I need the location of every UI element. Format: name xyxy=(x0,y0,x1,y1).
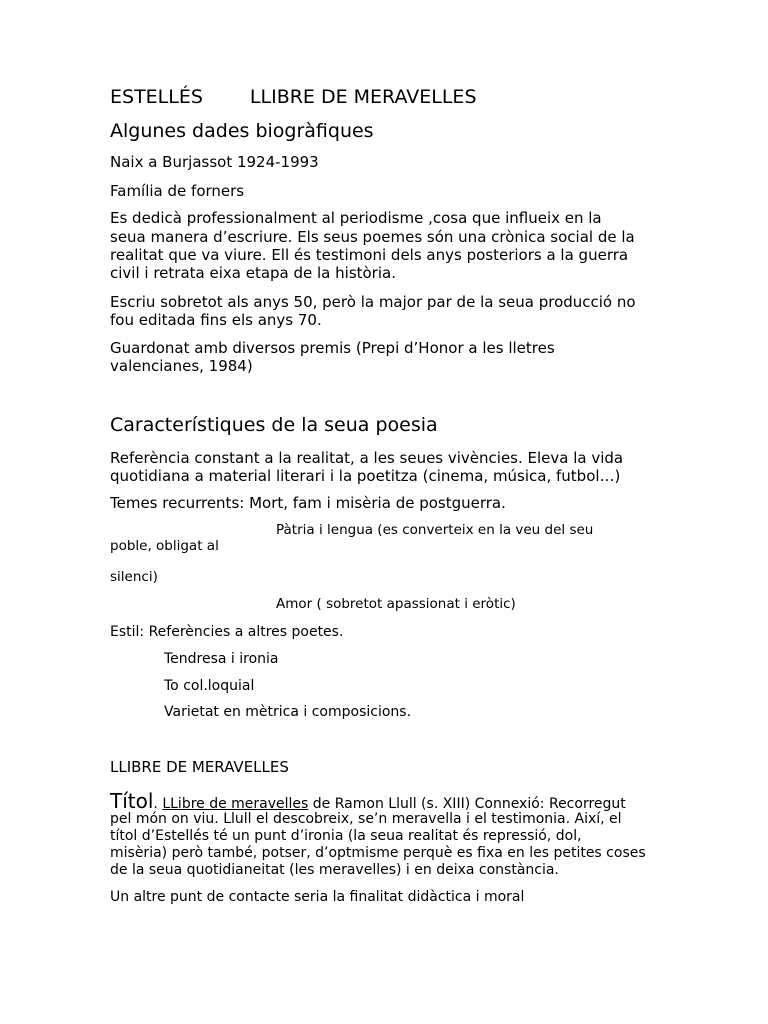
book-text-line: misèria) però també, potser, d’optmisme perquè es fixa en les petites coses xyxy=(110,845,646,861)
document-header xyxy=(110,86,477,109)
title-line-rest: de Ramon Llull (s. XIII) Connexió: Recorregut xyxy=(308,796,626,812)
bio-born: Naix a Burjassot 1924-1993 xyxy=(110,153,319,171)
theme-homeland-cont: silenci) xyxy=(110,569,158,585)
poetry-heading: Característiques de la seua poesia xyxy=(110,414,438,436)
style-line: Estil: Referències a altres poetes. xyxy=(110,624,344,640)
bio-writing-line: fou editada fins els anys 70. xyxy=(110,311,322,329)
book-heading: LLIBRE DE MERAVELLES xyxy=(110,758,289,776)
theme-homeland-cont: poble, obligat al xyxy=(110,538,219,554)
bio-heading: Algunes dades biogràfiques xyxy=(110,120,374,142)
bio-journalism-line: seua manera d’escriure. Els seus poemes són una crònica social de la xyxy=(110,228,635,246)
style-item: To col.loquial xyxy=(164,678,255,694)
poetry-reference-line: quotidiana a material literari i la poetitza (cinema, música, futbol…) xyxy=(110,467,621,485)
bio-awards-line: valencianes, 1984) xyxy=(110,357,253,375)
style-item: Varietat en mètrica i composicions. xyxy=(164,704,412,720)
poetry-themes: Temes recurrents: Mort, fam i misèria de postguerra. xyxy=(110,494,506,512)
book-contact: Un altre punt de contacte seria la finalitat didàctica i moral xyxy=(110,889,525,905)
title-word: Títol xyxy=(110,789,154,813)
title-dot: . xyxy=(153,796,163,812)
bio-family: Família de forners xyxy=(110,182,245,200)
style-item: Tendresa i ironia xyxy=(164,651,279,667)
bio-writing-line: Escriu sobretot als anys 50, però la major par de la seua producció no xyxy=(110,293,636,311)
author-name: ESTELLÉS xyxy=(110,86,203,108)
bio-awards-line: Guardonat amb diversos premis (Prepi d’Honor a les lletres xyxy=(110,339,555,357)
poetry-reference-line: Referència constant a la realitat, a les seues vivències. Eleva la vida xyxy=(110,449,624,467)
bio-journalism-line: civil i retrata eixa etapa de la història. xyxy=(110,264,396,282)
book-text-line: títol d’Estellés té un punt d’ironia (la seua realitat és repressió, dol, xyxy=(110,828,582,844)
bio-journalism-line: Es dedicà professionalment al periodisme ,cosa que influeix en la xyxy=(110,209,602,227)
theme-homeland: Pàtria i lengua (es converteix en la veu del seu xyxy=(276,522,594,538)
bio-journalism-line: realitat que va viure. Ell és testimoni dels anys posteriors a la guerra xyxy=(110,246,629,264)
book-text-line: pel món on viu. Llull el descobreix, se’n meravella i el testimonia. Així, el xyxy=(110,811,622,827)
book-text-line: de la seua quotidianeitat (les meravelles) i en deixa constància. xyxy=(110,862,559,878)
book-title-line xyxy=(110,789,626,813)
book-title: LLIBRE DE MERAVELLES xyxy=(249,86,477,108)
theme-love: Amor ( sobretot apassionat i eròtic) xyxy=(276,596,516,612)
llull-book-title: LLibre de meravelles xyxy=(162,796,309,812)
